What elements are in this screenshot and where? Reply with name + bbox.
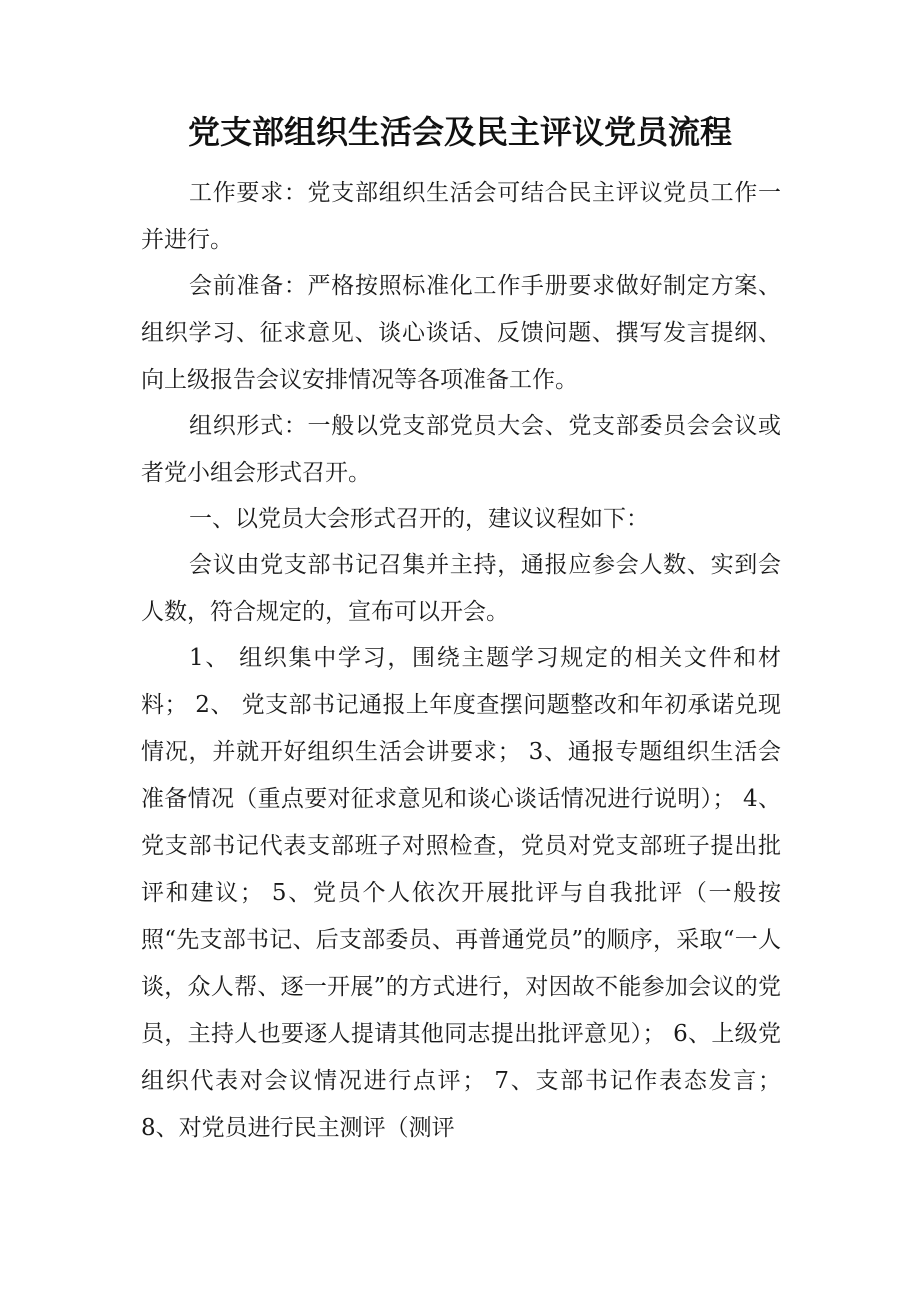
paragraph-meeting-opening: 会议由党支部书记召集并主持，通报应参会人数、实到会人数，符合规定的，宣布可以开会。	[141, 552, 781, 625]
paragraph-preparation: 会前准备：严格按照标准化工作手册要求做好制定方案、组织学习、征求意见、谈心谈话、反馈问题、撰写发言提纲、向上级报告会议安排情况等各项准备工作。	[141, 273, 781, 393]
paragraph-section-heading: 一、以党员大会形式召开的，建议议程如下：	[189, 506, 649, 532]
paragraph-work-requirement: 工作要求：党支部组织生活会可结合民主评议党员工作一并进行。	[141, 180, 781, 253]
paragraph-organization-form: 组织形式：一般以党支部党员大会、党支部委员会会议或者党小组会形式召开。	[141, 413, 781, 486]
document-title: 党支部组织生活会及民主评议党员流程	[187, 113, 732, 151]
document-body	[141, 170, 781, 1151]
paragraph-agenda-items: 1、 组织集中学习，围绕主题学习规定的相关文件和材料； 2、 党支部书记通报上年度查摆问题整改和年初承诺兑现情况，并就开好组织生活会讲要求； 3、通报专题组织生活会准备情况（重点要对征求意见和谈心谈话情况进行说明）； 4、党支部书记代表支部班子对照检查，党员对党支部班子提出批评和建议； 5、党员个人依次开展批评与自我批评（一般按照“先支部书记、后支部委员、再普通党员”的顺序，采取“一人谈，众人帮、逐一开展”的方式进行，对因故不能参加会议的党员，主持人也要逐人提请其他同志提出批评意见）； 6、上级党组织代表对会议情况进行点评； 7、支部书记作表态发言； 8、对党员进行民主测评（测评	[141, 645, 781, 1141]
